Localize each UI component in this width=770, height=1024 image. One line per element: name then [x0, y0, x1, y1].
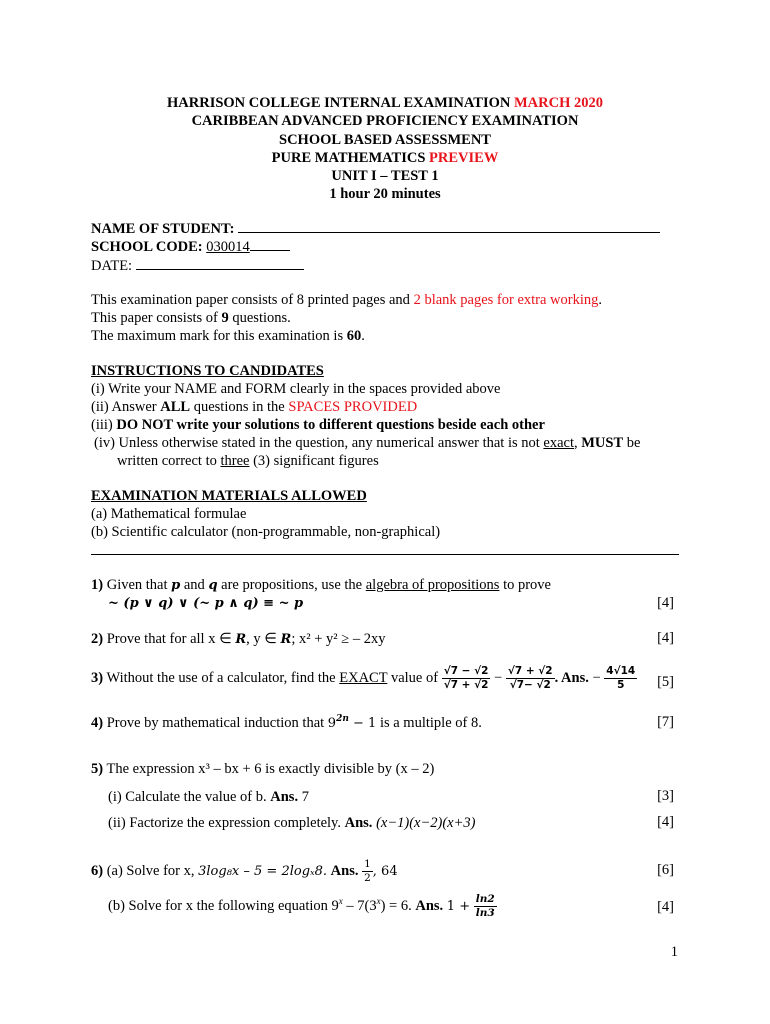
question-5ii-mark: [4] [657, 814, 674, 830]
question-2-mark: [4] [657, 630, 674, 646]
question-2: 2) Prove that for all x ∈ R, y ∈ R; x² + y² ≥ – 2xy [91, 631, 386, 647]
question-1: 1) Given that p and q are propositions, use the algebra of propositions to prove [91, 577, 551, 593]
q3-fraction-1: $\frac{√7 - √2}{√7 + √2}$ [443, 665, 489, 692]
school-code-blank [250, 237, 290, 251]
question-6a-mark: [6] [657, 862, 674, 878]
q6a-answer-fraction: $\frac{1}{2}$ [364, 858, 371, 885]
instruction-i: (i) Write your NAME and FORM clearly in the spaces provided above [91, 381, 501, 397]
questions-info: This paper consists of 9 questions. [91, 310, 291, 326]
question-4-mark: [7] [657, 714, 674, 730]
question-3-mark: [5] [657, 674, 674, 690]
question-3: 3) Without the use of a calculator, find the EXACT value of $\frac{√7 - √2}{√7 + √2}$ − $\frac{√7 + √2}{√7- √2}$ . Ans. − $\frac{4√14}{5}$ [91, 665, 636, 692]
question-1-mark: [4] [657, 595, 674, 611]
question-5i-mark: [3] [657, 788, 674, 804]
instruction-iv: (iv) Unless otherwise stated in the question, any numerical answer that is not exact, MUST be [94, 435, 641, 451]
material-b: (b) Scientific calculator (non-programmable, non-graphical) [91, 524, 441, 540]
header-preview-red: PREVIEW [429, 149, 499, 166]
materials-title: EXAMINATION MATERIALS ALLOWED [91, 488, 367, 504]
instruction-iii: (iii) DO NOT write your solutions to different questions beside each other [91, 417, 545, 433]
header-line-1: HARRISON COLLEGE INTERNAL EXAMINATION MARCH 2020 [167, 95, 603, 111]
q3-fraction-2: $\frac{√7 + √2}{√7- √2}$ [507, 665, 553, 692]
header-line-5: UNIT I – TEST 1 [331, 168, 439, 185]
question-6a: 6) (a) Solve for x, 3log₈x – 5 = 2logₓ8. Ans. $\frac{1}{2}$ , 64 [91, 858, 398, 885]
school-code-value: 030014 [206, 239, 250, 255]
header-line-2: CARIBBEAN ADVANCED PROFICIENCY EXAMINATION [191, 113, 579, 130]
question-4: 4) Prove by mathematical induction that $9^{2n} - 1$ is a multiple of 8. [91, 714, 482, 731]
section-divider [91, 554, 679, 555]
date-row: DATE: [91, 256, 304, 275]
page-number: 1 [670, 944, 678, 960]
question-6b-mark: [4] [657, 899, 674, 915]
pages-info: This examination paper consists of 8 printed pages and 2 blank pages for extra working. [91, 292, 603, 308]
question-5ii: (ii) Factorize the expression completely. Ans. (x−1)(x−2)(x+3) [108, 815, 476, 831]
question-1-expression: ~ (p ∨ q) ∨ (~ p ∧ q) ≡ ~ p [108, 596, 304, 611]
material-a: (a) Mathematical formulae [91, 506, 247, 522]
question-6b: (b) Solve for x the following equation $9^x - 7(3^x) = 6$. Ans. 1 + $\frac{\ln 2}{\ln 3}$ [108, 893, 495, 920]
max-mark-info: The maximum mark for this examination is 60. [91, 328, 365, 344]
instruction-ii: (ii) Answer ALL questions in the SPACES PROVIDED [91, 399, 418, 415]
school-code-row: SCHOOL CODE: 030014 [91, 237, 290, 256]
header-date-red: MARCH 2020 [513, 95, 603, 111]
question-5: 5) The expression x³ – bx + 6 is exactly divisible by (x – 2) [91, 761, 435, 777]
exam-header [0, 94, 770, 204]
student-name-blank[interactable] [238, 219, 660, 233]
header-line-6: 1 hour 20 minutes [329, 186, 441, 203]
q3-answer-fraction: $\frac{4√14}{5}$ [606, 665, 636, 692]
header-line-4: PURE MATHEMATICS PREVIEW [271, 149, 499, 166]
date-blank[interactable] [136, 256, 304, 270]
student-name-row: NAME OF STUDENT: [91, 219, 660, 238]
instructions-title: INSTRUCTIONS TO CANDIDATES [91, 363, 324, 379]
header-line-3: SCHOOL BASED ASSESSMENT [279, 131, 491, 148]
instruction-iv-cont: written correct to three (3) significant figures [117, 453, 379, 469]
q6b-answer-fraction: $\frac{\ln 2}{\ln 3}$ [475, 893, 495, 920]
question-5i: (i) Calculate the value of b. Ans. 7 [108, 789, 309, 805]
